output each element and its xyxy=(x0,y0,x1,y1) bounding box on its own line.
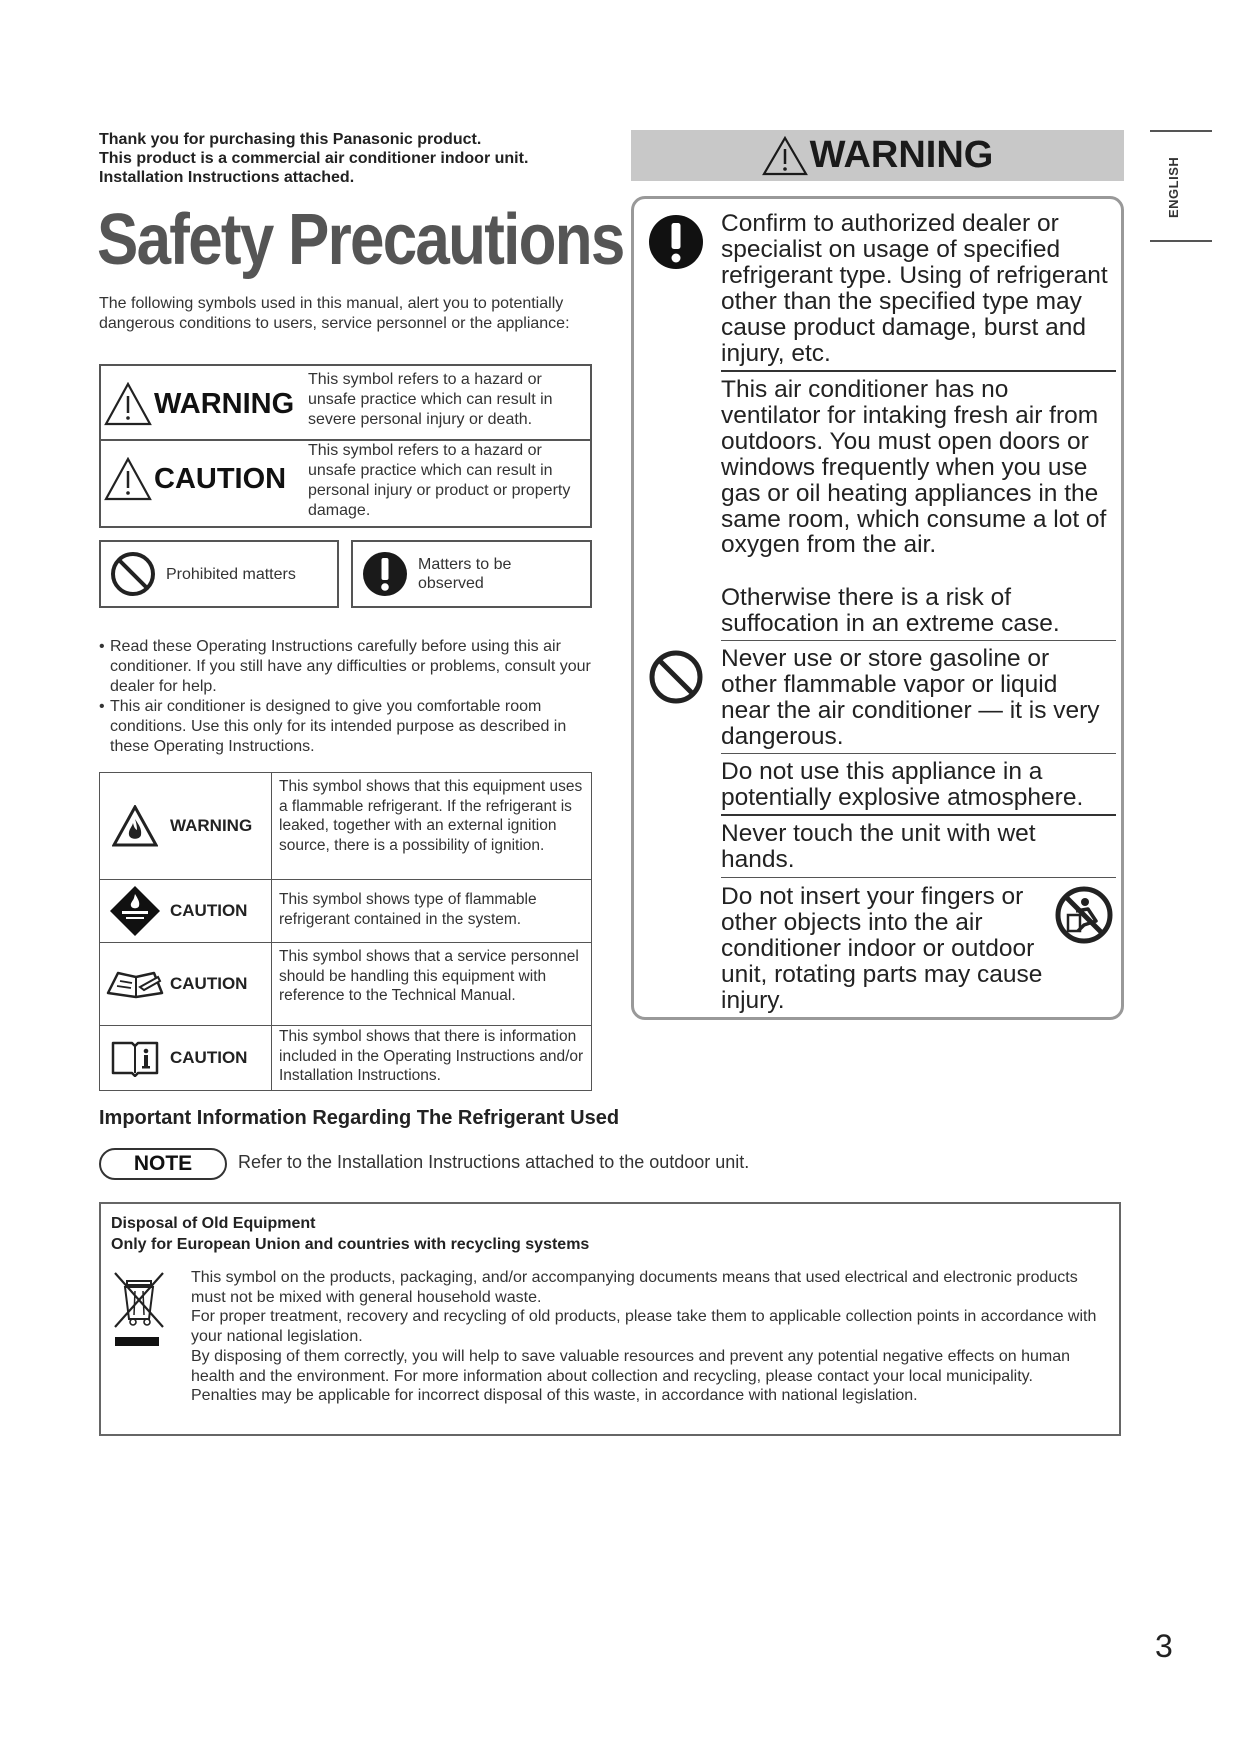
side-tab-top-line xyxy=(1150,130,1212,132)
table-row xyxy=(100,1026,591,1090)
page-title: Safety Precautions xyxy=(97,200,624,280)
note-text: Refer to the Installation Instructions attached to the outdoor unit. xyxy=(238,1152,750,1172)
mandatory-icon xyxy=(647,213,705,271)
disposal-subtitle: Only for European Union and countries with recycling systems xyxy=(111,1236,590,1253)
warning-item-ventilation: This air conditioner has no ventilator for intaking fresh air from outdoors. You must open doors or windows frequently when you use gas or oil heating appliances in the same room, which consume a lot of oxygen from the air. xyxy=(721,376,1107,559)
warning-item-gasoline: Never use or store gasoline or other flammable vapor or liquid near the air conditioner — it is very dangerous. xyxy=(721,645,1100,750)
ref-row-description: This symbol shows that a service personnel should be handling this equipment with reference to the Technical Manual. xyxy=(279,948,579,1005)
info-book-icon xyxy=(110,1039,160,1077)
side-tab-bottom-line xyxy=(1150,240,1212,242)
warning-label: WARNING xyxy=(154,387,295,420)
caution-triangle-icon xyxy=(104,457,152,501)
ref-row-label: CAUTION xyxy=(170,974,248,993)
divider xyxy=(721,877,1116,878)
observed-matters-label: Matters to be observed xyxy=(418,556,512,592)
ref-row-description: This symbol shows that there is information included in the Operating Instructions and/or Installation Instructions. xyxy=(279,1028,584,1085)
disposal-title: Disposal of Old Equipment xyxy=(111,1215,316,1232)
flammable-warning-icon xyxy=(112,805,158,847)
language-tab: ENGLISH xyxy=(1166,156,1181,218)
divider xyxy=(721,753,1116,754)
intro-line-3: Installation Instructions attached. xyxy=(99,169,355,186)
ref-row-label: CAUTION xyxy=(170,1048,248,1067)
disposal-paragraph: By disposing of them correctly, you will help to save valuable resources and prevent any potential negative effects on human health and the environment. For more information about collection and recycling, please contact your local municipality. xyxy=(191,1347,1071,1385)
ref-row-description: This symbol shows that this equipment uses a flammable refrigerant. If the refrigerant is leaked, together with an external ignition source, there is a possibility of ignition. xyxy=(279,778,583,855)
warning-item-explosive: Do not use this appliance in a potentially explosive atmosphere. xyxy=(721,758,1084,811)
refrigerant-heading: Important Information Regarding The Refrigerant Used xyxy=(99,1107,620,1129)
divider xyxy=(721,370,1116,372)
warning-item-fingers: Do not insert your fingers or other objects into the air conditioner indoor or outdoor unit, rotating parts may cause injury. xyxy=(721,883,1043,1014)
caution-description: This symbol refers to a hazard or unsafe practice which can result in personal injury or product or property damage. xyxy=(308,442,571,519)
ref-row-description: This symbol shows type of flammable refrigerant contained in the system. xyxy=(279,891,537,928)
prohibited-icon xyxy=(108,549,158,599)
crossed-bin-icon xyxy=(111,1269,167,1347)
instruction-bullets xyxy=(99,637,599,757)
intro-line-2: This product is a commercial air conditioner indoor unit. xyxy=(99,150,529,167)
caution-legend-row xyxy=(101,439,590,526)
warning-description: This symbol refers to a hazard or unsafe practice which can result in severe personal injury or death. xyxy=(308,371,553,428)
prohibited-matters-label: Prohibited matters xyxy=(166,565,296,583)
divider xyxy=(721,814,1116,816)
caution-label: CAUTION xyxy=(154,462,287,495)
warning-legend-row xyxy=(101,366,590,441)
intro-block xyxy=(99,130,619,187)
bullet-item: • Read these Operating Instructions carefully before using this air conditioner. If you still have any difficulties or problems, consult your dealer for help. xyxy=(99,637,599,697)
mandatory-icon xyxy=(360,549,410,599)
prohibited-matters-box xyxy=(99,540,339,608)
warning-item-suffocation: Otherwise there is a risk of suffocation in an extreme case. xyxy=(721,584,1060,637)
divider xyxy=(721,640,1116,641)
table-row xyxy=(100,880,591,943)
refrigerant-symbol-table xyxy=(99,772,592,1091)
no-fingers-icon xyxy=(1054,885,1114,945)
warning-banner-label: WARNING xyxy=(809,134,994,176)
warning-triangle-icon xyxy=(104,382,152,426)
bullet-item: • This air conditioner is designed to give you comfortable room conditions. Use this only for its intended purpose as described in these Operating Instructions. xyxy=(99,697,599,757)
observed-matters-box xyxy=(351,540,592,608)
warning-triangle-icon xyxy=(762,136,808,176)
table-row xyxy=(100,773,591,880)
ref-row-label: WARNING xyxy=(170,816,253,835)
disposal-paragraph: For proper treatment, recovery and recycling of old products, please take them to applicable collection points in accordance with your national legislation. xyxy=(191,1308,1097,1346)
note-badge: NOTE xyxy=(99,1148,227,1180)
warning-item-wet-hands: Never touch the unit with wet hands. xyxy=(721,820,1036,873)
warning-items-box xyxy=(631,196,1124,1020)
intro-line-1: Thank you for purchasing this Panasonic product. xyxy=(99,131,482,148)
disposal-box xyxy=(99,1202,1121,1436)
table-row xyxy=(100,943,591,1026)
page-number: 3 xyxy=(1155,1628,1173,1664)
service-manual-icon xyxy=(104,967,166,1001)
ref-row-label: CAUTION xyxy=(170,901,248,920)
flammable-gas-diamond-icon xyxy=(108,884,162,938)
warning-item-refrigerant: Confirm to authorized dealer or specialist on usage of specified refrigerant type. Using of refrigerant other than the specified type may cause product damage, burst and injury, etc. xyxy=(721,210,1108,367)
intro-text: The following symbols used in this manual, alert you to potentially dangerous conditions to users, service personnel or the appliance: xyxy=(99,295,570,332)
warning-banner xyxy=(631,130,1124,181)
symbol-legend-table xyxy=(99,364,592,528)
disposal-paragraph: Penalties may be applicable for incorrect disposal of this waste, in accordance with national legislation. xyxy=(191,1387,918,1405)
disposal-paragraph: This symbol on the products, packaging, and/or accompanying documents means that used electrical and electronic products must not be mixed with general household waste. xyxy=(191,1269,1078,1306)
prohibited-icon xyxy=(647,648,705,706)
